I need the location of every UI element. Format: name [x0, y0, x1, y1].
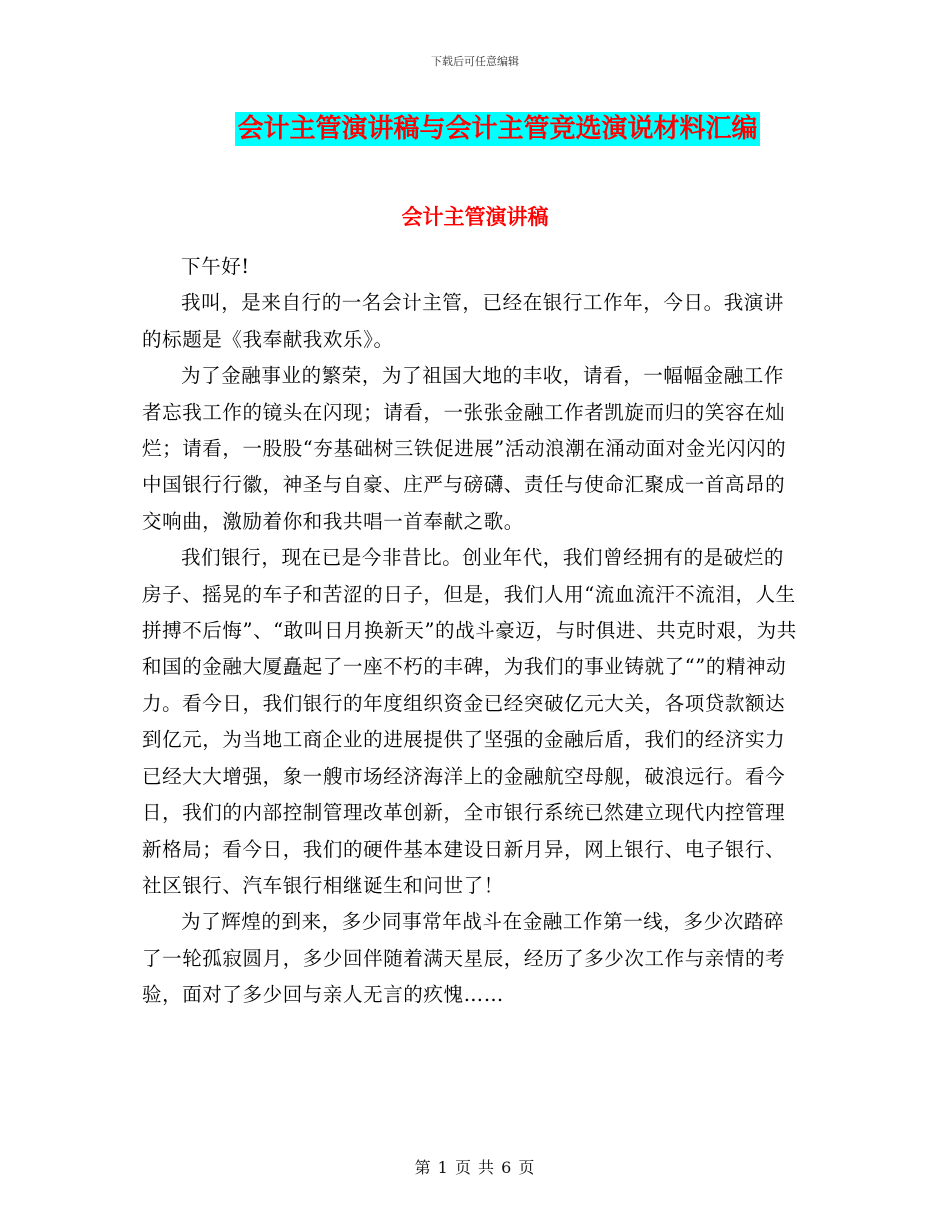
page-number: 第 1 页 共 6 页 [414, 1158, 536, 1177]
main-title: 会计主管演讲稿与会计主管竞选演说材料汇编 [237, 114, 758, 144]
paragraph-bank-history: 我们银行，现在已是今非昔比。创业年代，我们曾经拥有的是破烂的房子、摇晃的车子和苦涩的日子，但是，我们人用“流血流汗不流泪，人生拼搏不后悔”、“敢叫日月换新天”的战斗豪迈，与时俱进、共克时艰，为共和国的金融大厦矗起了一座不朽的丰碑，为我们的事业铸就了“”的精神动力。看今日，我们银行的年度组织资金已经突破亿元大关，各项贷款额达到亿元，为当地工商企业的进展提供了坚强的金融后盾，我们的经济实力已经大大增强，象一艘市场经济海洋上的金融航空母舰，破浪远行。看今日，我们的内部控制管理改革创新，全市银行系统已然建立现代内控管理新格局；看今日，我们的硬件基本建设日新月异，网上银行、电子银行、社区银行、汽车银行相继诞生和问世了！ [142, 546, 797, 897]
paragraph-dedication: 为了金融事业的繁荣，为了祖国大地的丰收，请看，一幅幅金融工作者忘我工作的镜头在闪现；请看，一张张金融工作者凯旋而归的笑容在灿烂；请看，一股股“夯基础树三铁促进展”活动浪潮在涌动面对金光闪闪的中国银行行徽，神圣与自豪、庄严与磅礴、责任与使命汇聚成一首高昂的交响曲，激励着你和我共唱一首奉献之歌。 [142, 364, 787, 533]
paragraph-introduction: 我叫，是来自行的一名会计主管，已经在银行工作年，今日。我演讲的标题是《我奉献我欢乐》。 [142, 291, 785, 351]
section-title: 会计主管演讲稿 [401, 205, 549, 229]
main-title-container [0, 112, 950, 146]
paragraph-greeting: 下午好! [181, 255, 250, 278]
paragraph-colleagues: 为了辉煌的到来，多少同事常年战斗在金融工作第一线，多少次踏碎了一轮孤寂圆月，多少回伴随着满天星辰，经历了多少次工作与亲情的考验，面对了多少回与亲人无言的疚愧…… [142, 910, 786, 1007]
header-note: 下载后可任意编辑 [431, 55, 519, 68]
document-body [142, 249, 802, 1014]
